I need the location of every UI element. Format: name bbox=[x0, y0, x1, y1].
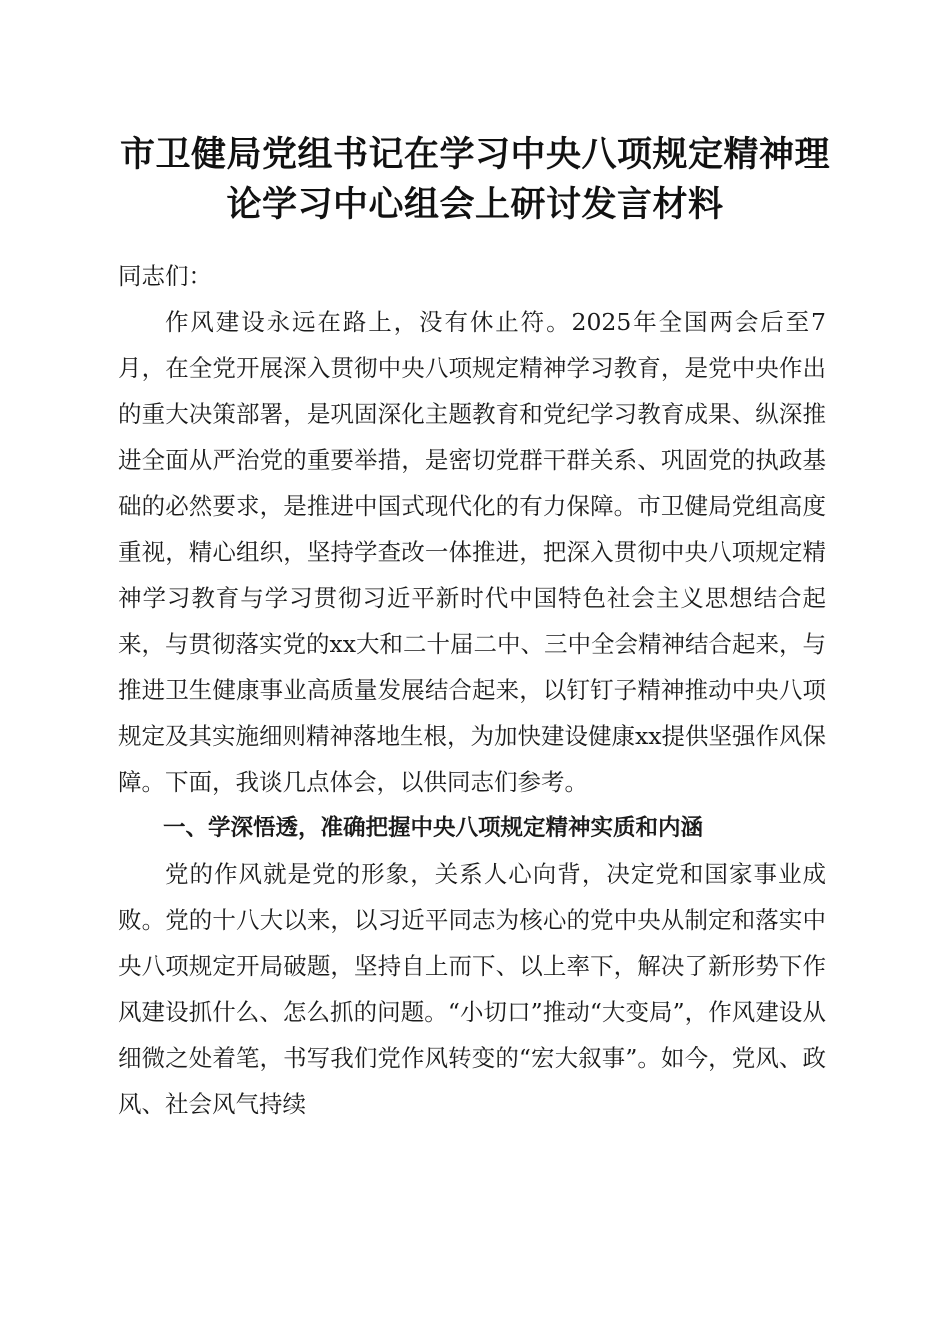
document-body bbox=[118, 253, 826, 1127]
paragraph-intro: 作风建设永远在路上，没有休止符。2025年全国两会后至7月，在全党开展深入贯彻中央八项规定精神学习教育，是党中央作出的重大决策部署，是巩固深化主题教育和党纪学习教育成果、纵深推进全面从严治党的重要举措，是密切党群干群关系、巩固党的执政基础的必然要求，是推进中国式现代化的有力保障。市卫健局党组高度重视，精心组织，坚持学查改一体推进，把深入贯彻中央八项规定精神学习教育与学习贯彻习近平新时代中国特色社会主义思想结合起来，与贯彻落实党的xx大和二十届二中、三中全会精神结合起来，与推进卫生健康事业高质量发展结合起来，以钉钉子精神推动中央八项规定及其实施细则精神落地生根，为加快建设健康xx提供坚强作风保障。下面，我谈几点体会，以供同志们参考。 bbox=[118, 308, 827, 796]
title-line-2: 论学习中心组会上研讨发言材料 bbox=[226, 184, 724, 225]
title-line-1: 市卫健局党组书记在学习中央八项规定精神理 bbox=[119, 134, 830, 175]
document-title bbox=[100, 130, 850, 230]
paragraph-section-1: 党的作风就是党的形象，关系人心向背，决定党和国家事业成败。党的十八大以来，以习近平同志为核心的党中央从制定和落实中央八项规定开局破题，坚持自上而下、以上率下，解决了新形势下作风建设抓什么、怎么抓的问题。“小切口”推动“大变局”，作风建设从细微之处着笔，书写我们党作风转变的“宏大叙事”。如今，党风、政风、社会风气持续 bbox=[118, 860, 826, 1118]
salutation: 同志们： bbox=[118, 262, 212, 290]
section-heading-1: 一、学深悟透，准确把握中央八项规定精神实质和内涵 bbox=[163, 815, 704, 841]
